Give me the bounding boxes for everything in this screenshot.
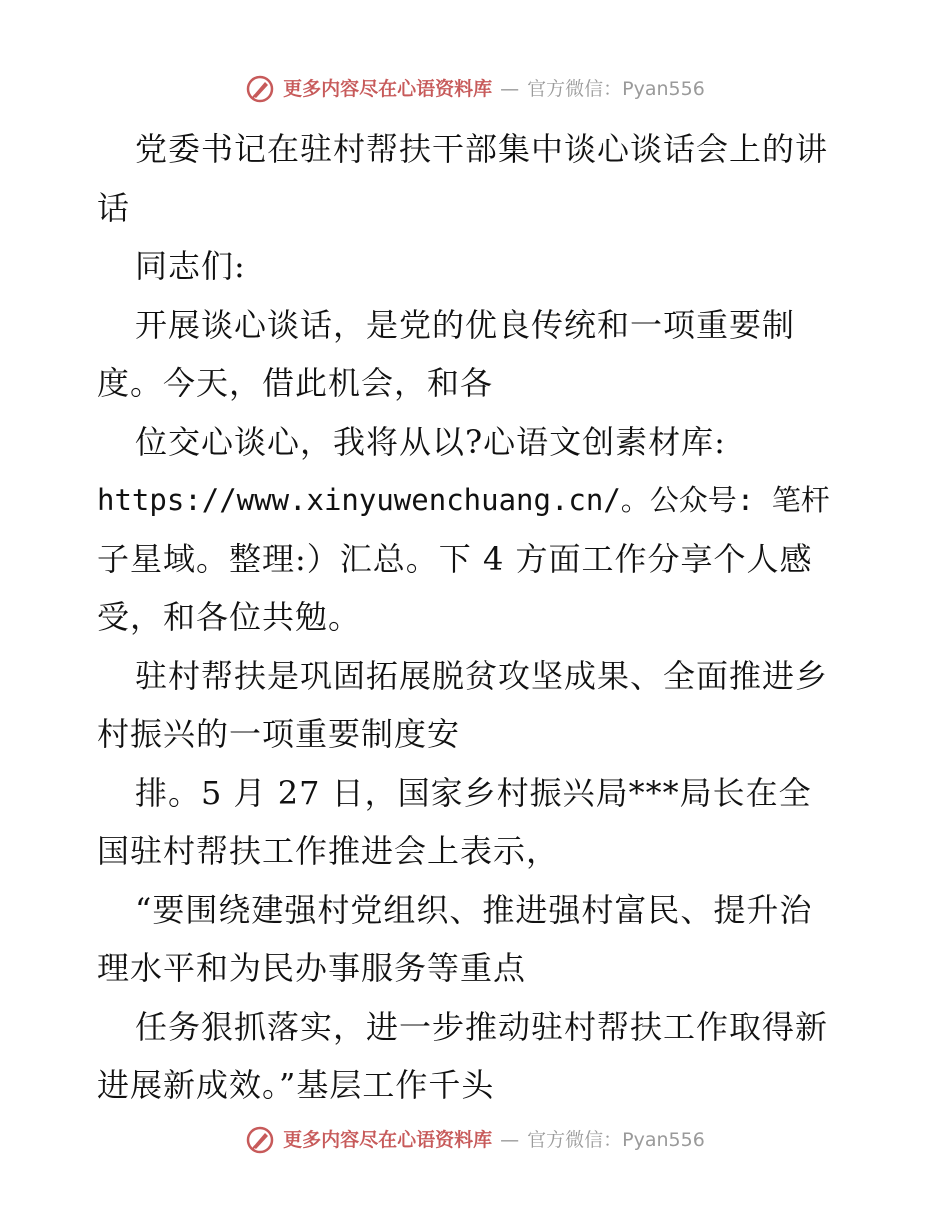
text-line: 位交心谈心，我将从以?心语文创素材库:	[135, 422, 726, 461]
text-line: 度。今天，借此机会，和各	[97, 364, 494, 402]
text-line: 排。5 月 27 日，国家乡村振兴局***局长在全	[135, 773, 812, 812]
salutation: 同志们:	[135, 247, 246, 285]
text-line: 村振兴的一项重要制度安	[97, 715, 461, 753]
text-line: 国驻村帮扶工作推进会上表示，	[97, 832, 560, 870]
text-line: 子星域。整理:）汇总。下 4 方面工作分享个人感	[97, 539, 813, 578]
banner-separator: —	[500, 1129, 520, 1151]
text-line: 进展新成效。”基层工作千头	[97, 1066, 495, 1104]
footer-banner	[0, 1125, 950, 1155]
doc-title-line-2: 话	[97, 188, 131, 227]
banner-title: 更多内容尽在心语资料库	[283, 78, 493, 100]
text-line: 驻村帮扶是巩固拓展脱贫攻坚成果、全面推进乡	[135, 656, 829, 695]
banner-wechat: 官方微信：Pyan556	[527, 1129, 705, 1151]
document-body	[97, 120, 853, 1115]
doc-title-line-1: 党委书记在驻村帮扶干部集中谈心谈话会上的讲	[135, 130, 829, 168]
quill-logo-icon	[245, 74, 275, 104]
text-line-url: https://www.xinyuwenchuang.cn/。公众号: 笔杆	[97, 483, 830, 517]
text-line: 理水平和为民办事服务等重点	[97, 949, 527, 987]
text-line: 受，和各位共勉。	[97, 598, 362, 636]
banner-title: 更多内容尽在心语资料库	[283, 1129, 493, 1151]
quill-logo-icon	[245, 1125, 275, 1155]
banner-wechat: 官方微信：Pyan556	[527, 78, 705, 100]
text-line: “要围绕建强村党组织、推进强村富民、提升治	[135, 890, 813, 929]
header-banner	[0, 74, 950, 104]
banner-separator: —	[500, 78, 520, 100]
text-line: 开展谈心谈话，是党的优良传统和一项重要制	[135, 305, 796, 344]
text-line: 任务狠抓落实，进一步推动驻村帮扶工作取得新	[135, 1007, 829, 1046]
